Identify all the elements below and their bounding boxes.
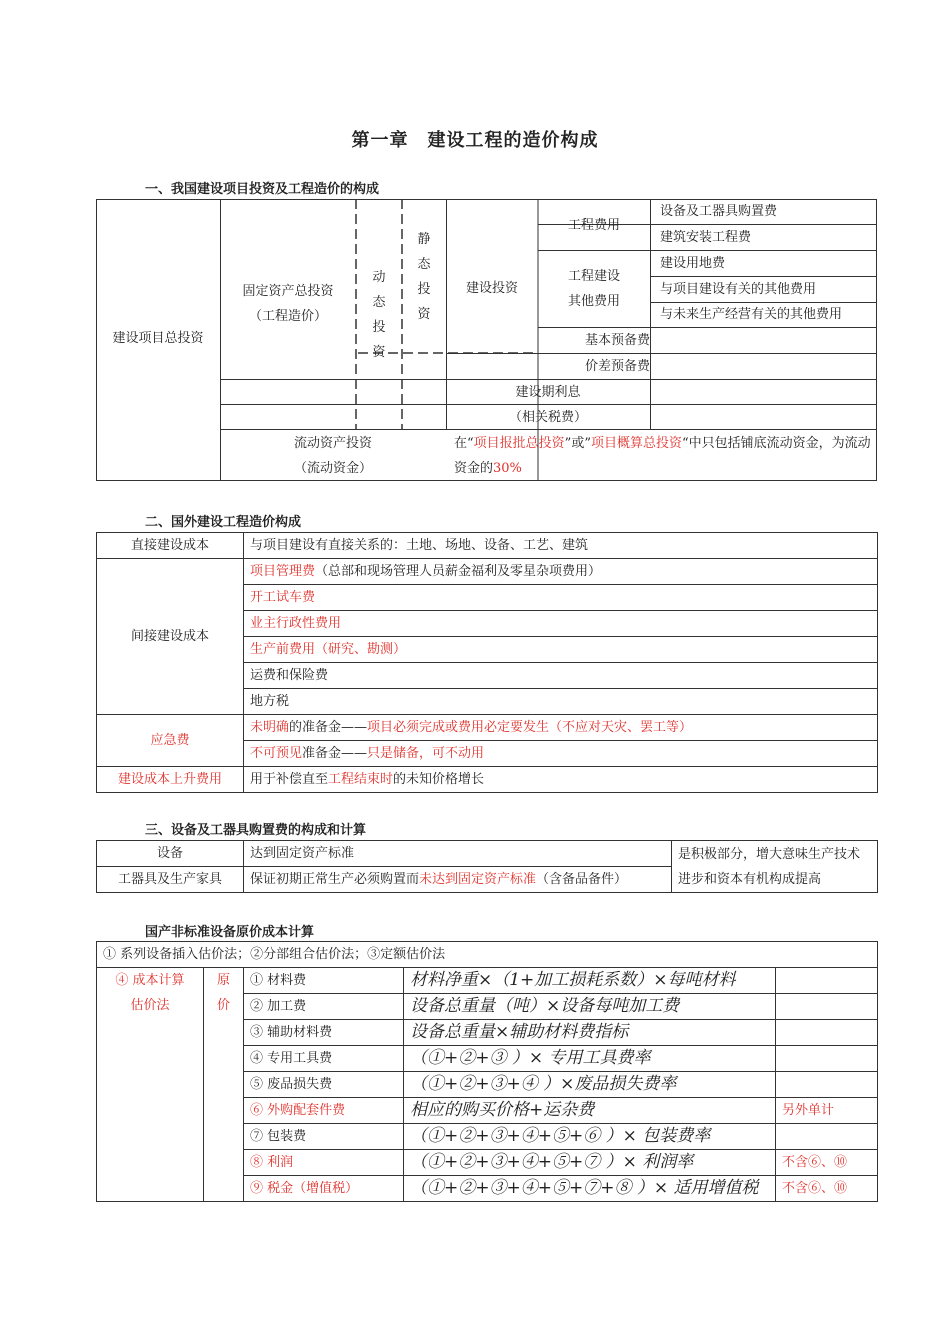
project-mgmt-label: 项目管理费 — [250, 564, 316, 579]
current-asset-note — [454, 431, 874, 481]
cost-rise-label: 建设成本上升费用 — [97, 767, 244, 793]
note-highlight: 项目报批总投资 — [473, 436, 565, 451]
indirect-cost-label: 间接建设成本 — [97, 559, 244, 715]
cost-formula: （①+②+③+④+⑤+⑦+⑧ ）× 适用增值税 — [404, 1176, 776, 1202]
contingency-row1 — [244, 715, 878, 741]
engineering-other-cell — [538, 264, 650, 314]
cost-rise-a: 用于补偿直至 — [250, 772, 329, 787]
contingency1-a: 未明确 — [250, 720, 290, 735]
interest-cell: 建设期利息 — [515, 385, 581, 400]
total-investment-cell: 建设项目总投资 — [112, 331, 204, 346]
tools-desc-b: 未达到固定资产标准 — [419, 872, 537, 887]
tax-cell: （相关税费） — [508, 410, 587, 425]
static-investment-cell — [402, 227, 446, 327]
dynamic-char: 投 — [372, 320, 386, 335]
method4-line2: 估价法 — [130, 998, 170, 1013]
section1-heading: 一、我国建设项目投资及工程造价的构成 — [145, 182, 380, 197]
fixed-asset-label: 固定资产总投资 — [242, 284, 334, 299]
tools-desc-a: 保证初期正常生产必须购置而 — [250, 872, 420, 887]
future-other-cost-cell: 与未来生产经营有关的其他费用 — [660, 307, 843, 322]
note-highlight: 项目概算总投资 — [590, 436, 682, 451]
cost-item: ① 材料费 — [244, 968, 404, 994]
tools-desc — [244, 867, 672, 893]
cost-formula: 相应的购买价格+运杂费 — [404, 1098, 776, 1124]
cost-note — [776, 1072, 878, 1098]
owner-admin-row: 业主行政性费用 — [244, 611, 878, 637]
cost-formula: 设备总重量（吨）×设备每吨加工费 — [404, 994, 776, 1020]
cost-item: ⑥ 外购配套件费 — [244, 1098, 404, 1124]
subsection-heading: 国产非标准设备原价成本计算 — [145, 925, 315, 940]
static-char: 态 — [417, 257, 431, 272]
cost-item: ⑧ 利润 — [244, 1150, 404, 1176]
equipment-desc: 达到固定资产标准 — [244, 841, 672, 867]
dynamic-investment-cell — [356, 265, 402, 365]
basic-reserve-cell: 基本预备费 — [584, 333, 650, 348]
section2-heading: 二、国外建设工程造价构成 — [145, 515, 302, 530]
contingency2-b: 准备金—— — [302, 746, 368, 761]
note-highlight: 30% — [493, 461, 522, 476]
price-reserve-cell: 价差预备费 — [584, 359, 650, 374]
cost-formula: 材料净重×（1+加工损耗系数）×每吨材料 — [404, 968, 776, 994]
tools-desc-c: （含备品备件） — [536, 872, 628, 887]
dynamic-char: 动 — [372, 270, 386, 285]
tools-label: 工器具及生产家具 — [97, 867, 244, 893]
method4-cell — [97, 968, 204, 1202]
current-asset-label: 流动资产投资 — [293, 436, 372, 451]
section3-table — [96, 840, 878, 893]
cost-formula: （①+②+③+④ ）×废品损失费率 — [404, 1072, 776, 1098]
cost-formula: （①+②+③ ）× 专用工具费率 — [404, 1046, 776, 1072]
cost-formula: （①+②+③+④+⑤+⑥ ）× 包装费率 — [404, 1124, 776, 1150]
cost-note — [776, 1124, 878, 1150]
installation-cost-cell: 建筑安装工程费 — [660, 230, 752, 245]
cost-note — [776, 1020, 878, 1046]
related-other-cost-cell: 与项目建设有关的其他费用 — [660, 282, 817, 297]
cost-rise-desc — [244, 767, 878, 793]
dynamic-char: 态 — [372, 295, 386, 310]
note-text: ”或” — [564, 436, 591, 451]
cost-item: ⑦ 包装费 — [244, 1124, 404, 1150]
cost-formula: （①+②+③+④+⑤+⑦ ）× 利润率 — [404, 1150, 776, 1176]
equipment-cost-cell: 设备及工器具购置费 — [660, 204, 778, 219]
project-mgmt-row — [244, 559, 878, 585]
cost-note — [776, 1046, 878, 1072]
transport-row: 运费和保险费 — [244, 663, 878, 689]
construction-investment-cell: 建设投资 — [465, 281, 518, 296]
fixed-asset-sublabel: （工程造价） — [248, 309, 327, 324]
project-mgmt-desc: （总部和现场管理人员薪金福利及零星杂项费用） — [315, 564, 602, 579]
section3-heading: 三、设备及工器具购置费的构成和计算 — [145, 823, 367, 838]
land-cost-cell: 建设用地费 — [660, 256, 726, 271]
page-title: 第一章 建设工程的造价构成 — [351, 130, 599, 151]
origin-line1: 原 — [216, 973, 230, 988]
current-asset-cell — [220, 431, 446, 481]
static-char: 静 — [417, 232, 431, 247]
pre-production-row — [244, 637, 878, 663]
cost-rise-b: 工程结束时 — [328, 772, 394, 787]
cost-note: 另外单计 — [776, 1098, 878, 1124]
local-tax-row: 地方税 — [244, 689, 878, 715]
static-char: 资 — [417, 307, 431, 322]
contingency-row2 — [244, 741, 878, 767]
engineering-other-line1: 工程建设 — [567, 269, 620, 284]
cost-note — [776, 994, 878, 1020]
fixed-asset-cell — [220, 279, 356, 329]
cost-calc-table — [96, 941, 878, 1202]
current-asset-sublabel: （流动资金） — [293, 461, 372, 476]
dynamic-char: 资 — [372, 345, 386, 360]
cost-note — [776, 968, 878, 994]
cost-item: ⑨ 税金（增值税） — [244, 1176, 404, 1202]
contingency1-c: 项目必须完成或费用必定要发生（不应对天灾、罢工等） — [367, 720, 693, 735]
origin-line2: 价 — [216, 998, 230, 1013]
cost-item: ⑤ 废品损失费 — [244, 1072, 404, 1098]
pre-production-desc: （研究、勘测） — [315, 642, 407, 657]
contingency2-c: 只是储备，可不动用 — [367, 746, 485, 761]
contingency2-a: 不可预见 — [250, 746, 303, 761]
equipment-note: 是积极部分，增大意味生产技术进步和资本有机构成提高 — [672, 841, 878, 893]
direct-cost-desc: 与项目建设有直接关系的：土地、场地、设备、工艺、建筑 — [244, 533, 878, 559]
engineering-other-line2: 其他费用 — [567, 294, 620, 309]
section1-table — [96, 199, 877, 481]
trial-run-row: 开工试车费 — [244, 585, 878, 611]
direct-cost-label: 直接建设成本 — [97, 533, 244, 559]
cost-item: ④ 专用工具费 — [244, 1046, 404, 1072]
methods-row: ① 系列设备插入估价法；②分部组合估价法；③定额估价法 — [97, 942, 878, 968]
method4-line1: ④ 成本计算 — [115, 973, 185, 988]
static-char: 投 — [417, 282, 431, 297]
contingency-label: 应急费 — [97, 715, 244, 767]
pre-production-label: 生产前费用 — [250, 642, 316, 657]
cost-item: ③ 辅助材料费 — [244, 1020, 404, 1046]
cost-note: 不含⑥、⑩ — [776, 1150, 878, 1176]
cost-rise-c: 的未知价格增长 — [393, 772, 485, 787]
origin-price-cell — [204, 968, 244, 1202]
note-text: “中只包括铺底流动资金，为流动资金的 — [454, 436, 871, 476]
engineering-cost-cell: 工程费用 — [567, 218, 620, 233]
contingency1-b: 的准备金—— — [289, 720, 368, 735]
equipment-label: 设备 — [97, 841, 244, 867]
cost-item: ② 加工费 — [244, 994, 404, 1020]
section2-table — [96, 532, 878, 793]
note-text: 在“ — [454, 436, 474, 451]
cost-note: 不含⑥、⑩ — [776, 1176, 878, 1202]
cost-formula: 设备总重量×辅助材料费指标 — [404, 1020, 776, 1046]
